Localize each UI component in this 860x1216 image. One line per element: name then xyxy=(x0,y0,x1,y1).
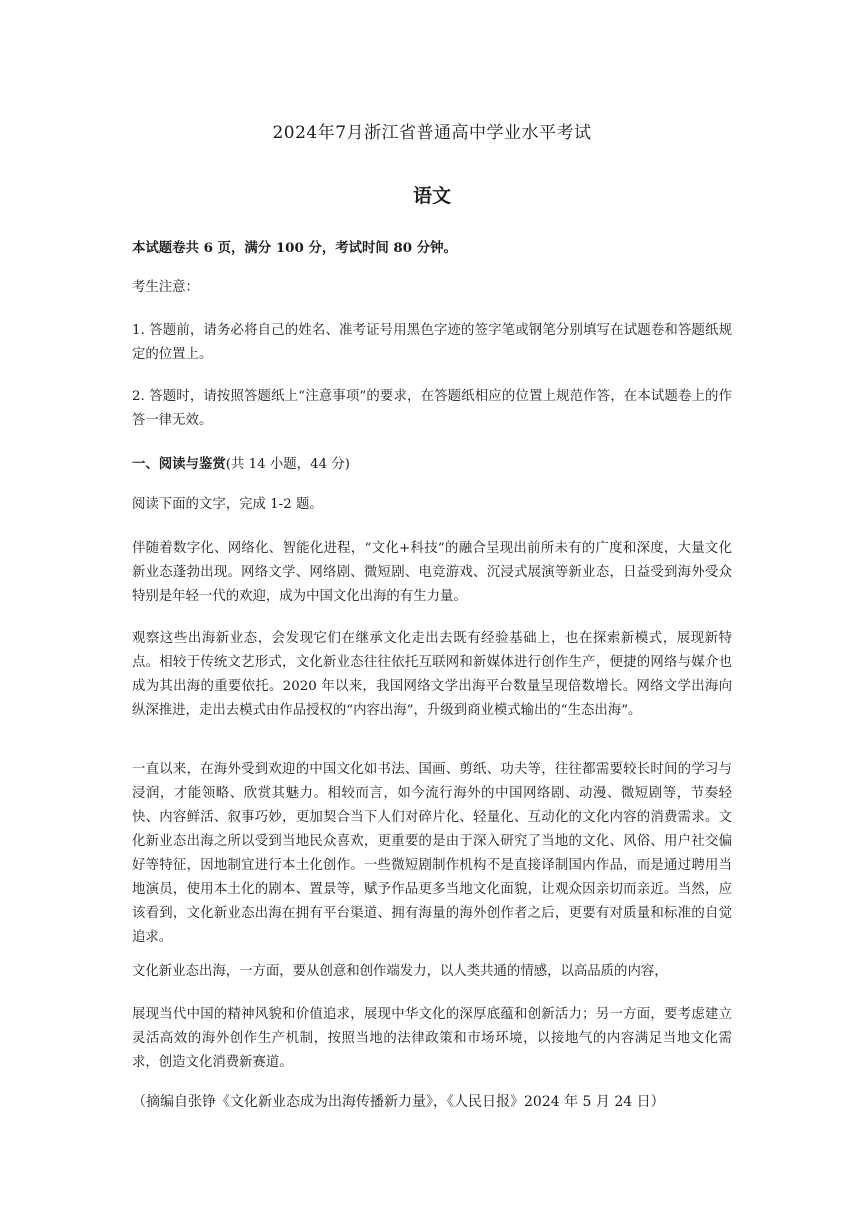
exam-title: 2024年7月浙江省普通高中学业水平考试 xyxy=(272,123,592,143)
section-heading xyxy=(132,452,732,477)
note-item-2: 2. 答题时，请按照答题纸上“注意事项”的要求，在答题纸相应的位置上规范作答，在本试题卷上的作答一律无效。 xyxy=(132,389,732,428)
passage-paragraph-2: 观察这些出海新业态，会发现它们在继承文化走出去既有经验基础上，也在探索新模式，展现新特点。相较于传统文艺形式，文化新业态往往依托互联网和新媒体进行创作生产，便捷的网络与媒介也成为其出海的重要依托。2020 年以来，我国网络文学出海平台数量呈现倍数增长。网络文学出海向纵深推进，走出去模式由作品授权的“内容出海”，升级到商业模式输出的“生态出海”。 xyxy=(132,631,732,718)
exam-intro: 本试题卷共 6 页，满分 100 分，考试时间 80 分钟。 xyxy=(132,240,457,256)
note-item-1: 1. 答题前，请务必将自己的姓名、准考证号用黑色字迹的签字笔或钢笔分别填写在试题卷和答题纸规定的位置上。 xyxy=(132,323,732,362)
passage-source: （摘编自张铮《文化新业态成为出海传播新力量》，《人民日报》2024 年 5 月 24 日） xyxy=(132,1094,665,1110)
subject-heading: 语文 xyxy=(412,185,451,207)
passage-paragraph-1: 伴随着数字化、网络化、智能化进程，“文化+科技”的融合呈现出前所未有的广度和深度，大量文化新业态蓬勃出现。网络文学、网络剧、微短剧、电竞游戏、沉浸式展演等新业态，日益受到海外受众特别是年轻一代的欢迎，成为中国文化出海的有生力量。 xyxy=(132,541,732,604)
section-label: 一、阅读与鉴赏 xyxy=(132,456,226,472)
exam-page xyxy=(132,0,732,1216)
passage-paragraph-3: 一直以来，在海外受到欢迎的中国文化如书法、国画、剪纸、功夫等，往往都需要较长时间的学习与浸润，才能领略、欣赏其魅力。相较而言，如今流行海外的中国网络剧、动漫、微短剧等，节奏轻快、内容鲜活、叙事巧妙，更加契合当下人们对碎片化、轻量化、互动化的文化内容的消费需求。文化新业态出海之所以受到当地民众喜欢，更重要的是由于深入研究了当地的文化、风俗、用户社交偏好等特征，因地制宜进行本土化创作。一些微短剧制作机构不是直接译制国内作品，而是通过聘用当地演员，使用本土化的剧本、置景等，赋予作品更多当地文化面貌，让观众因亲切而亲近。当然，应该看到，文化新业态出海在拥有平台渠道、拥有海量的海外创作者之后，更要有对质量和标准的自觉追求。 xyxy=(132,762,732,945)
passage-paragraph-4: 文化新业态出海，一方面，要从创意和创作端发力，以人类共通的情感，以高品质的内容， xyxy=(132,964,668,979)
reading-instruction: 阅读下面的文字，完成 1-2 题。 xyxy=(132,497,323,512)
section-detail: (共 14 小题，44 分) xyxy=(225,457,350,472)
notes-title: 考生注意： xyxy=(132,280,199,295)
passage-paragraph-5: 展现当代中国的精神风貌和价值追求，展现中华文化的深厚底蕴和创新活力；另一方面，要考虑建立灵活高效的海外创作生产机制，按照当地的法律政策和市场环境，以接地气的内容满足当地文化需求，创造文化消费新赛道。 xyxy=(132,1007,732,1070)
